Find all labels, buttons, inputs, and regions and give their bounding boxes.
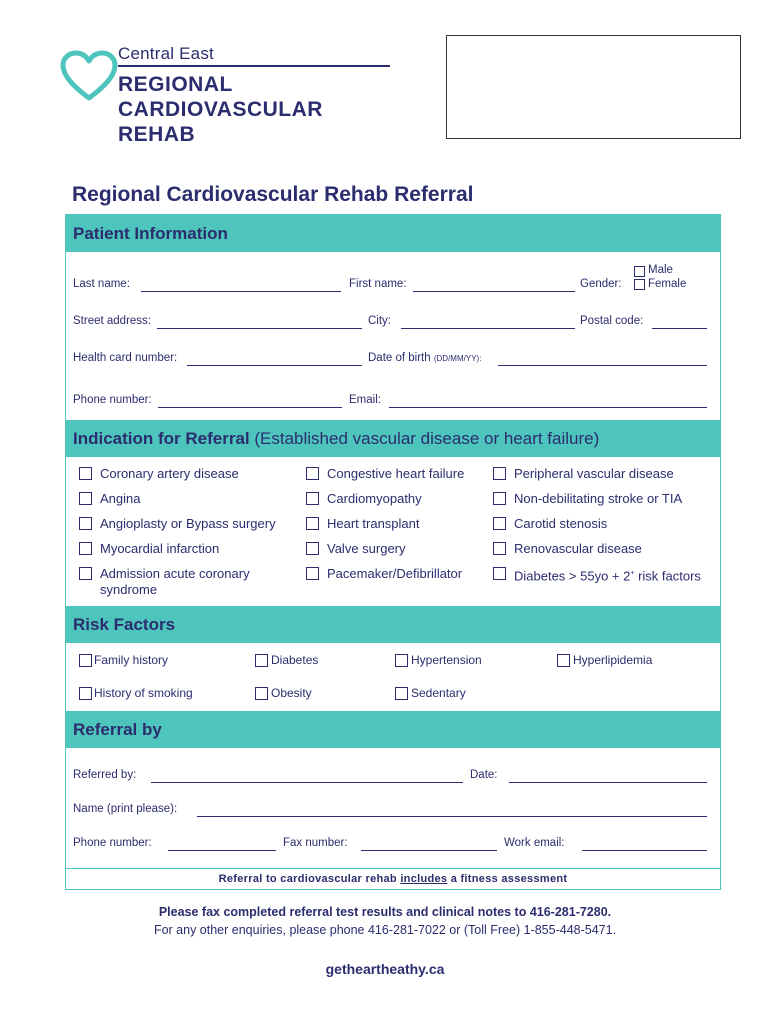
email-field[interactable]	[389, 407, 707, 408]
indication-option: Non-debilitating stroke or TIA	[514, 491, 683, 506]
risk-option: Family history	[94, 653, 169, 667]
first-name-label: First name:	[349, 278, 407, 290]
indication-option: Heart transplant	[327, 516, 420, 531]
logo-line-2: CARDIOVASCULAR	[118, 98, 323, 121]
health-card-field[interactable]	[187, 365, 362, 366]
risk-option: Hypertension	[411, 653, 482, 667]
indication-option: Myocardial infarction	[100, 541, 220, 556]
patient-heading: Patient Information	[73, 224, 228, 243]
risk-checkbox[interactable]	[255, 687, 268, 700]
dob-field[interactable]	[498, 365, 707, 366]
street-field[interactable]	[157, 328, 362, 329]
indication-option: Renovascular disease	[514, 541, 642, 556]
risk-option: Diabetes	[271, 653, 319, 667]
indication-section-header	[66, 420, 720, 457]
indication-checkbox[interactable]	[493, 567, 506, 580]
indication-option: Cardiomyopathy	[327, 491, 422, 506]
risk-heading: Risk Factors	[73, 615, 176, 634]
indication-checkbox[interactable]	[79, 492, 92, 505]
indication-checkbox[interactable]	[493, 542, 506, 555]
indication-checkbox[interactable]	[306, 517, 319, 530]
note-divider	[66, 868, 720, 869]
health-card-label: Health card number:	[73, 352, 178, 364]
female-label: Female	[648, 278, 687, 290]
form-title: Regional Cardiovascular Rehab Referral	[72, 183, 474, 206]
date-field[interactable]	[509, 782, 707, 783]
dob-label: Date of birth (DD/MM/YY):	[368, 352, 482, 364]
date-label: Date:	[470, 769, 498, 781]
referral-form	[65, 214, 721, 890]
fax-field[interactable]	[361, 850, 497, 851]
indication-option: Carotid stenosis	[514, 516, 608, 531]
indication-checkbox[interactable]	[79, 517, 92, 530]
name-print-field[interactable]	[197, 816, 707, 817]
logo-rule	[118, 65, 390, 67]
indication-checkbox[interactable]	[306, 542, 319, 555]
street-label: Street address:	[73, 315, 151, 327]
indication-checkbox[interactable]	[493, 492, 506, 505]
risk-option: Obesity	[271, 686, 312, 700]
risk-checkbox[interactable]	[79, 687, 92, 700]
risk-checkbox[interactable]	[255, 654, 268, 667]
risk-checkbox[interactable]	[395, 654, 408, 667]
postal-label: Postal code:	[580, 315, 644, 327]
logo-line-3: REHAB	[118, 123, 196, 146]
patient-section-header	[66, 215, 720, 252]
indication-checkbox[interactable]	[493, 517, 506, 530]
enquiries-line: For any other enquiries, please phone 416-281-7022 or (Toll Free) 1-855-448-5471.	[153, 923, 617, 937]
risk-checkbox[interactable]	[395, 687, 408, 700]
risk-checkbox[interactable]	[557, 654, 570, 667]
indication-option: Angioplasty or Bypass surgery	[100, 516, 276, 531]
city-field[interactable]	[401, 328, 575, 329]
risk-option: Sedentary	[411, 686, 466, 700]
male-checkbox[interactable]	[634, 266, 645, 277]
fax-instructions: Please fax completed referral test results and clinical notes to 416-281-7280.	[158, 905, 612, 919]
risk-option: Hyperlipidemia	[573, 653, 653, 667]
work-email-field[interactable]	[582, 850, 707, 851]
risk-section-header	[66, 606, 720, 643]
indication-checkbox[interactable]	[79, 542, 92, 555]
logo	[60, 44, 340, 154]
name-print-label: Name (print please):	[73, 803, 178, 815]
gender-label: Gender:	[580, 278, 622, 290]
indication-option: Coronary artery disease	[100, 466, 239, 481]
logo-top-text: Central East	[118, 44, 214, 63]
indication-checkbox[interactable]	[306, 467, 319, 480]
referred-by-label: Referred by:	[73, 769, 137, 781]
indication-option: Valve surgery	[327, 541, 406, 556]
email-label: Email:	[349, 394, 381, 406]
indication-checkbox[interactable]	[79, 567, 92, 580]
indication-checkbox[interactable]	[306, 567, 319, 580]
indication-subheading: (Established vascular disease or heart failure)	[254, 429, 600, 448]
logo-line-1: REGIONAL	[118, 73, 233, 96]
fitness-note: Referral to cardiovascular rehab includes a fitness assessment	[218, 873, 568, 885]
last-name-label: Last name:	[73, 278, 130, 290]
referred-by-field[interactable]	[151, 782, 463, 783]
risk-option: History of smoking	[94, 686, 193, 700]
last-name-field[interactable]	[141, 291, 341, 292]
indication-option: Peripheral vascular disease	[514, 466, 674, 481]
heart-icon	[60, 50, 118, 102]
indication-checkbox[interactable]	[493, 467, 506, 480]
indication-option: Admission acute coronary syndrome	[100, 566, 250, 597]
website-link[interactable]: getheartheathy.ca	[325, 961, 445, 977]
indication-option: Angina	[100, 491, 141, 506]
indication-heading: Indication for Referral	[73, 429, 250, 448]
stamp-box[interactable]	[446, 35, 741, 139]
postal-field[interactable]	[652, 328, 707, 329]
work-email-label: Work email:	[504, 837, 565, 849]
referral-heading: Referral by	[73, 720, 162, 739]
indication-checkbox[interactable]	[79, 467, 92, 480]
indication-checkbox[interactable]	[306, 492, 319, 505]
ref-phone-field[interactable]	[168, 850, 276, 851]
referral-section-header	[66, 711, 720, 748]
phone-label: Phone number:	[73, 394, 152, 406]
female-checkbox[interactable]	[634, 279, 645, 290]
phone-field[interactable]	[158, 407, 342, 408]
indication-option: Pacemaker/Defibrillator	[327, 566, 463, 581]
ref-phone-label: Phone number:	[73, 837, 152, 849]
first-name-field[interactable]	[413, 291, 575, 292]
male-label: Male	[648, 264, 673, 276]
city-label: City:	[368, 315, 391, 327]
fax-label: Fax number:	[283, 837, 348, 849]
risk-checkbox[interactable]	[79, 654, 92, 667]
diabetes-option: Diabetes > 55yo + 2+ risk factors	[514, 568, 701, 584]
indication-option: Congestive heart failure	[327, 466, 465, 481]
